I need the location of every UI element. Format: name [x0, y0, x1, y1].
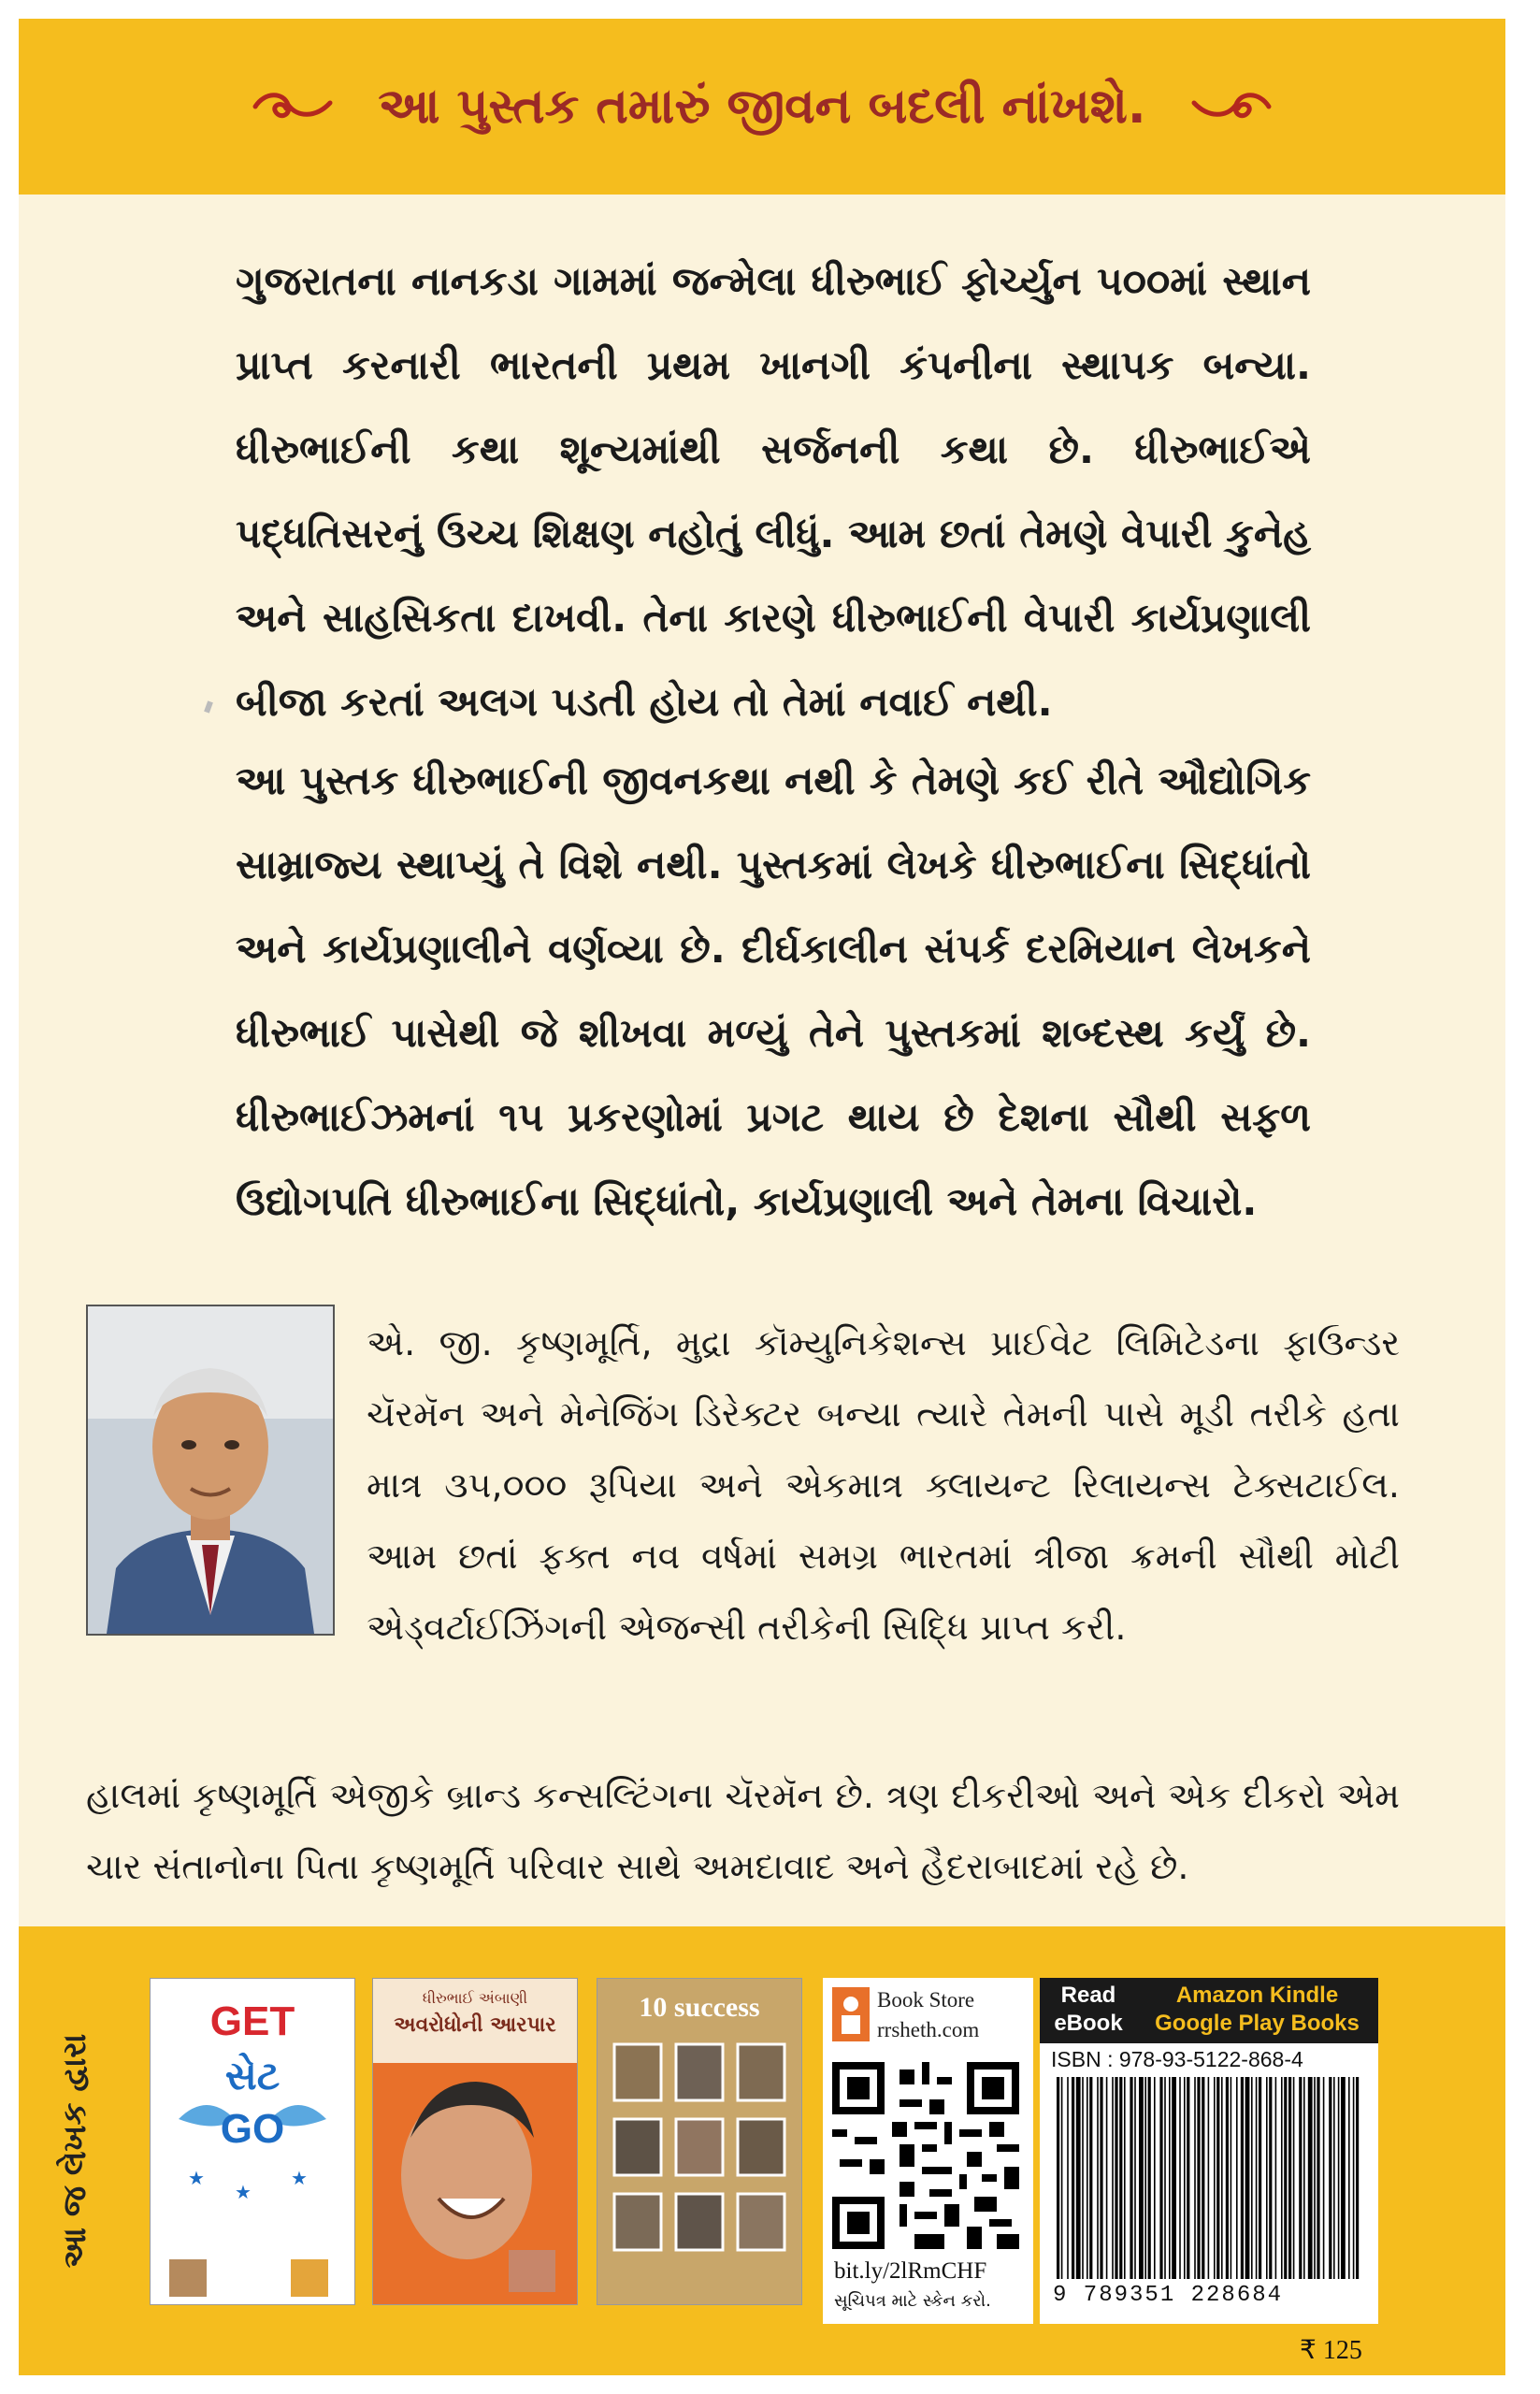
author-bio-2: હાલમાં કૃષ્ણમૂર્તિ એજીકે બ્રાન્ડ કન્સલ્ટિંગના ચૅરમૅન છે. ત્રણ દીકરીઓ અને એક દીકરો એમ ચાર સંતાનોના પિતા કૃષ્ણમૂર્તિ પરિવાર સાથે અમદાવાદ અને હૈદરાબાદમાં રહે છે.: [86, 1775, 1400, 1887]
barcode-bar: [1299, 2077, 1302, 2279]
barcode-bar: [1259, 2077, 1261, 2279]
barcode-icon: [1053, 2077, 1365, 2279]
barcode-bar: [1245, 2077, 1250, 2279]
top-banner: [19, 19, 1505, 195]
barcode-bar: [1087, 2077, 1088, 2279]
book-back-cover: [19, 19, 1505, 2375]
barcode-bar: [1119, 2077, 1122, 2279]
barcode-bar: [1356, 2077, 1359, 2279]
barcode-bar: [1333, 2077, 1335, 2279]
description-paragraph-2: આ પુસ્તક ધીરુભાઈની જીવનકથા નથી કે તેમણે કઈ રીતે ઔદ્યોગિક સામ્રાજ્ય સ્થાપ્યું તે વિશે નથી. પુસ્તકમાં લેખકે ધીરુભાઈના સિદ્ધાંતો અને કાર્યપ્રણાલીને વર્ણવ્યા છે. દીર્ઘકાલીન સંપર્ક દરમિયાન લેખકને ધીરુભાઈ પાસેથી જે શીખવા મળ્યું તેને પુસ્તકમાં શબ્દસ્થ કર્યું છે. ધીરુભાઈઝમનાં ૧૫ પ્રકરણોમાં પ્રગટ થાય છે દેશના સૌથી સફળ ઉદ્યોગપતિ ધીરુભાઈના સિદ્ધાંતો, કાર્યપ્રણાલી અને તેમના વિચારો.: [236, 757, 1311, 1224]
barcode-bar: [1314, 2077, 1316, 2279]
book1-line1: GET: [209, 1998, 295, 2044]
book-cover-10-success: [597, 1978, 802, 2305]
barcode-bar: [1269, 2077, 1272, 2279]
barcode-bar: [1214, 2077, 1216, 2279]
barcode-bar: [1144, 2077, 1146, 2279]
isbn-number: ISBN : 978-93-5122-868-4: [1051, 2047, 1303, 2071]
barcode-bar: [1169, 2077, 1171, 2279]
barcode-bar: [1061, 2077, 1063, 2279]
description-paragraph-1: ગુજરાતના નાનકડા ગામમાં જન્મેલા ધીરુભાઈ ફોર્ચ્યુન ૫૦૦માં સ્થાન પ્રાપ્ત કરનારી ભારતની પ્રથમ ખાનગી કંપનીના સ્થાપક બન્યા. ધીરુભાઈની કથા શૂન્યમાંથી સર્જનની કથા છે. ધીરુભાઈએ પદ્ધતિસરનું ઉચ્ચ શિક્ષણ નહોતું લીધું. આમ છતાં તેમણે વેપારી કુનેહ અને સાહસિકતા દાખવી. તેના કારણે ધીરુભાઈની વેપારી કાર્યપ્રણાલી બીજા કરતાં અલગ પડતી હોય તો તેમાં નવાઈ નથી.: [236, 258, 1311, 725]
author-portrait-icon: [88, 1306, 333, 1634]
barcode-bar: [1067, 2077, 1069, 2279]
barcode-bar: [1288, 2077, 1291, 2279]
barcode-bar: [1303, 2077, 1305, 2279]
barcode-bar: [1236, 2077, 1238, 2279]
tagline: આ પુસ્તક તમારું જીવન બદલી નાંખશે.: [378, 78, 1146, 135]
svg-text:★: ★: [235, 2181, 252, 2203]
barcode-digits: 9 789351 228684: [1053, 2283, 1284, 2308]
barcode-bar: [1130, 2077, 1132, 2279]
barcode-bar: [1164, 2077, 1166, 2279]
barcode-bar: [1184, 2077, 1186, 2279]
isbn-box: [1040, 2043, 1378, 2324]
book-cover-get-set-go: [150, 1978, 355, 2305]
barcode-bar: [1341, 2077, 1346, 2279]
barcode-bar: [1148, 2077, 1151, 2279]
book-cover-avrodhoni-aarpar: [372, 1978, 578, 2305]
barcode-bar: [1072, 2077, 1074, 2279]
barcode-bar: [1202, 2077, 1204, 2279]
barcode-bar: [1179, 2077, 1181, 2279]
book3-title: 10 success: [639, 1992, 760, 2023]
barcode-bar: [1187, 2077, 1189, 2279]
store-logo-icon: [832, 1987, 870, 2041]
barcode-bar: [1266, 2077, 1268, 2279]
store-short-link[interactable]: bit.ly/2lRmCHF: [834, 2258, 987, 2284]
barcode-bar: [1221, 2077, 1223, 2279]
barcode-bar: [1082, 2077, 1084, 2279]
book1-line3: GO: [220, 2106, 285, 2152]
barcode-bar: [1100, 2077, 1102, 2279]
barcode-bar: [1317, 2077, 1319, 2279]
barcode-bar: [1281, 2077, 1283, 2279]
author-bio-1: એ. જી. કૃષ્ણમૂર્તિ, મુદ્રા કૉમ્યુનિકેશન્સ પ્રાઈવેટ લિમિટેડના ફાઉન્ડર ચૅરમૅન અને મેનેજિંગ ડિરેક્ટર બન્યા ત્યારે તેમની પાસે મૂડી તરીકે હતા માત્ર ૩૫,૦૦૦ રૂપિયા અને એકમાત્ર ક્લાયન્ટ રિલાયન્સ ટેક્સટાઈલ. આમ છતાં ફક્ત નવ વર્ષમાં સમગ્ર ભારતમાં ત્રીજા ક્રમની સૌથી મોટી એડ્વર્ટાઈઝિંગની એજન્સી તરીકેની સિદ્ધિ પ્રાપ્ત કરી.: [367, 1322, 1400, 1648]
barcode-bar: [1251, 2077, 1253, 2279]
barcode-bar: [1172, 2077, 1176, 2279]
barcode-bar: [1275, 2077, 1277, 2279]
barcode-bar: [1139, 2077, 1144, 2279]
read-ebook-label: Read eBook: [1054, 1983, 1123, 2036]
store-qr-panel: [823, 1978, 1033, 2324]
price: ₹ 125: [1300, 2336, 1362, 2365]
same-author-label: આ જ લેખક દ્વારા: [56, 2033, 94, 2269]
barcode-bar: [1089, 2077, 1092, 2279]
barcode-bar: [1097, 2077, 1099, 2279]
barcode-bar: [1112, 2077, 1114, 2279]
barcode-bar: [1194, 2077, 1196, 2279]
svg-text:★: ★: [291, 2167, 308, 2189]
barcode-bar: [1216, 2077, 1219, 2279]
barcode-bar: [1308, 2077, 1313, 2279]
ornament-left-icon: [251, 90, 335, 123]
book2-top: ધીરુભાઈ અંબાણી: [422, 1989, 528, 2007]
barcode-bar: [1231, 2077, 1232, 2279]
barcode-bar: [1338, 2077, 1340, 2279]
barcode-bar: [1106, 2077, 1108, 2279]
book1-line2: સેટ: [224, 2053, 281, 2098]
svg-text:★: ★: [188, 2167, 205, 2189]
barcode-bar: [1134, 2077, 1136, 2279]
store-url[interactable]: rrsheth.com: [877, 2018, 980, 2041]
stray-mark: [204, 700, 213, 713]
barcode-bar: [1197, 2077, 1200, 2279]
ebook-availability-box: [1040, 1978, 1378, 2043]
barcode-bar: [1115, 2077, 1117, 2279]
barcode-bar: [1057, 2077, 1059, 2279]
barcode-bar: [1323, 2077, 1325, 2279]
bottom-banner: [19, 1926, 1505, 2375]
author-photo: [86, 1305, 335, 1636]
store-name: Book Store: [877, 1988, 975, 2012]
barcode-bar: [1154, 2077, 1156, 2279]
barcode-bar: [1353, 2077, 1355, 2279]
barcode-bar: [1124, 2077, 1126, 2279]
scan-note: સૂચિપત્ર માટે સ્કેન કરો.: [834, 2291, 991, 2311]
ornament-right-icon: [1189, 90, 1274, 123]
barcode-bar: [1348, 2077, 1350, 2279]
barcode-bar: [1208, 2077, 1210, 2279]
barcode-bar: [1329, 2077, 1331, 2279]
qr-code-icon[interactable]: [832, 2062, 1019, 2249]
book2-title: અવરોધોની આરપાર: [394, 2013, 556, 2037]
barcode-bar: [1256, 2077, 1258, 2279]
barcode-bar: [1226, 2077, 1229, 2279]
barcode-bar: [1159, 2077, 1162, 2279]
barcode-bar: [1293, 2077, 1295, 2279]
barcode-bar: [1284, 2077, 1287, 2279]
ebook-platforms: Amazon Kindle Google Play Books: [1155, 1983, 1360, 2036]
barcode-bar: [1076, 2077, 1081, 2279]
barcode-bar: [1241, 2077, 1244, 2279]
